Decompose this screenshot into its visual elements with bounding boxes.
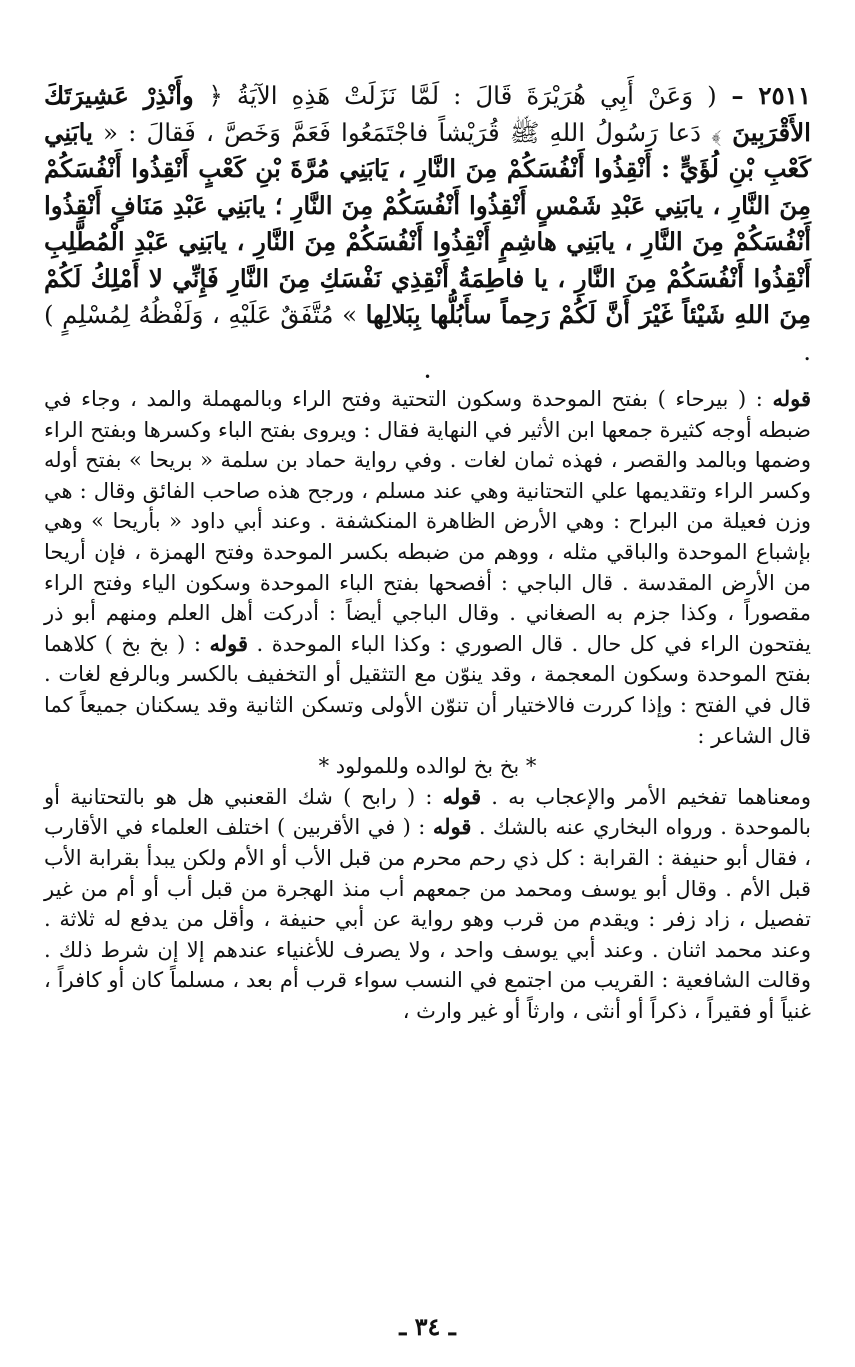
hadith-body: يابَنِي كَعْبِ بْنِ لُؤَيٍّ : أَنْقِذُوا أَنْفُسَكُمْ مِنَ النَّارِ ، يَابَنِي مُرَّةَ بْنِ كَعْبٍ أَنْقِذُوا أَنْفُسَكُمْ مِنَ النَّارِ ، يابَنِي عَبْدِ شَمْسٍ أَنْقِذُوا أَنْفُسَكُمْ مِنَ النَّارِ ؛ يابَنِي عَبْدِ مَنَافٍ أَنْقِذُوا أَنْفُسَكُمْ مِنَ النَّارِ ، يابَنِي هاشِمٍ أَنْقِذُوا أَنْفُسَكُمْ مِنَ النَّارِ ، يابَنِي عَبْدِ الْمُطَّلِبِ أَنْقِذُوا أَنْفُسَكُمْ مِنَ النَّارِ ، يا فاطِمَةُ أَنْقِذِي نَفْسَكِ مِنَ النَّارِ فَإِنِّي لا أَمْلِكُ لَكُمْ مِنَ اللهِ شَيْئاً غَيْرَ أَنَّ لَكُمْ رَحِماً سأَبُلُّها بِبَلالِها (44, 117, 811, 329)
hadith-block (44, 78, 811, 370)
hadith-dash: – (716, 81, 759, 110)
qawluhu-label: قوله (432, 814, 472, 840)
commentary-paragraph-2 (44, 782, 811, 1027)
qawluhu-label: قوله (442, 783, 482, 809)
commentary-paragraph-1 (44, 384, 811, 751)
section-divider: • (423, 370, 432, 384)
qawluhu-label: قوله (772, 386, 811, 411)
commentary-text: : ( بيرحاء ) بفتح الموحدة وسكون التحتية وفتح الراء وبالمهملة والمد ، وجاء في ضبطه أوجه كثيرة جمعها ابن الأثير في النهاية فقال : ويروى بفتح الباء وكسرها وبفتح الراء وضمها وبالمد والقصر ، فهذه ثمان لغات . وفي رواية حماد بن سلمة « بريحا » بفتح أوله وكسر الراء وتقديمها علي التحتانية وهي عند مسلم ، ورجح هذه صاحب الفائق وقال : هي وزن فعيلة من البراح : وهي الأرض الظاهرة المنكشفة . وعند أبي داود « بأريحا » وهي بإشباع الموحدة والباقي مثله ، ووهم من ضبطه بكسر الموحدة وفتح الهمزة ، فإن أريحا من الأرض المقدسة . قال الباجي : أفصحها بفتح الباء الموحدة وسكون الياء وفتح الراء مقصوراً ، وكذا جزم به الصغاني . وقال الباجي أيضاً : أدركت أهل العلم ومنهم أبو ذر يفتحون الراء في كل حال . قال الصوري : وكذا الباء الموحدة . (44, 387, 811, 656)
poem-line: * بخ بخ لوالده وللمولود * (318, 754, 537, 779)
qawluhu-label: قوله (209, 630, 249, 656)
hadith-mid: ﴾ دَعا رَسُولُ اللهِ ﷺ قُرَيْشاً فاجْتَمَعُوا فَعَمَّ وَخَصَّ ، فَقالَ : « (92, 117, 722, 147)
commentary-text: : ( رابح ) شك القعنبي هل هو بالتحتانية أو بالموحدة . ورواه البخاري عنه بالشك . (44, 784, 811, 840)
hadith-end: » مُتَّفَقٌ عَلَيْهِ ، وَلَفْظُهُ لِمُسْلِمٍ ) . (44, 300, 811, 366)
hadith-number: ٢٥١١ (758, 81, 812, 110)
commentary-text: ومعناهما تفخيم الأمر والإعجاب به . (481, 784, 811, 809)
commentary-text: : ( في الأقربين ) اختلف العلماء في الأقارب ، فقال أبو حنيفة : القرابة : كل ذي رحم محرم من قبل الأب أو الأم ولكن يبدأ بقرابة الأب قبل الأم . وقال أبو يوسف ومحمد من جمعهم أب منذ الهجرة من قبل أب أو أم من غير تفصيل ، زاد زفر : ويقدم من قرب وهو رواية عن أبي حنيفة ، وأقل من يدفع له ثلاثة . وعند محمد اثنان . وعند أبي يوسف واحد ، ولا يصرف للأغنياء عندهم إلا إن شرط ذلك . وقالت الشافعية : القريب من اجتمع في النسب سواء قرب أم بعد ، مسلماً كان أو كافراً ، غنياً أو فقيراً ، ذكراً أو أنثى ، وارثاً أو غير وارث ، (44, 815, 811, 1023)
quran-verse: وأَنْذِرْ عَشِيرَتَكَ الأَقْرَبِينَ (44, 81, 811, 147)
commentary-text: : ( بخ بخ ) كلاهما بفتح الموحدة وسكون المعجمة ، وقد ينوّن مع التثقيل أو التخفيف بالكسر وبالرفع لغات . قال في الفتح : وإذا كررت فالاختيار أن تنوّن الأولى وتسكن الثانية وقد يسكنان جميعاً كما قال الشاعر : (44, 631, 811, 748)
page-number: ـ ٣٤ ـ (399, 1312, 456, 1341)
hadith-intro: ( وَعَنْ أَبِي هُرَيْرَةَ قَالَ : لَمَّا نَزَلَتْ هَذِهِ الآيَةُ ﴿ (208, 81, 717, 110)
